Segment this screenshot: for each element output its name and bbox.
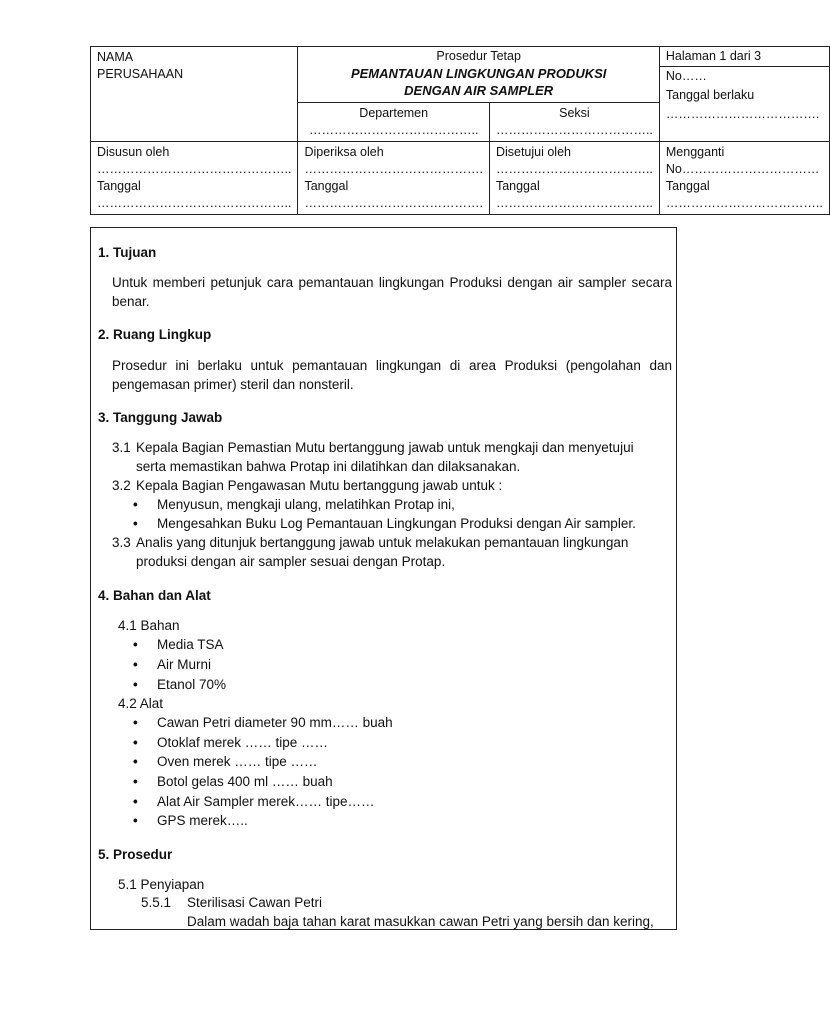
- checked-by-cell: [298, 142, 489, 215]
- bullet-item: [133, 752, 318, 771]
- checked-by-label: Diperiksa oleh: [304, 145, 384, 159]
- section-cell: [489, 103, 659, 142]
- doc-title-line-2: DENGAN AIR SAMPLER: [404, 83, 554, 98]
- document-body: [90, 227, 677, 930]
- subsection-4-2: 4.2 Alat: [118, 696, 164, 711]
- bullet-item: [133, 792, 375, 811]
- bullet-icon: •: [133, 637, 138, 652]
- bullet-text: Botol gelas 400 ml …… buah: [157, 774, 333, 789]
- item-text: Kepala Bagian Pengawasan Mutu bertanggung jawab untuk :: [136, 478, 503, 493]
- subsection-5-1: 5.1 Penyiapan: [118, 877, 205, 892]
- item-text: Analis yang ditunjuk bertanggung jawab untuk melakukan pemantauan lingkungan: [136, 535, 629, 550]
- bullet-text: Menyusun, mengkaji ulang, melatihkan Protap ini,: [157, 497, 455, 512]
- bullet-text: Oven merek …… tipe ……: [157, 754, 318, 769]
- item-number: 3.2: [112, 478, 131, 493]
- bullet-icon: •: [133, 516, 138, 531]
- prepared-date-label: Tanggal: [97, 179, 141, 193]
- bullet-text: Cawan Petri diameter 90 mm…… buah: [157, 715, 393, 730]
- effective-date-label: Tanggal berlaku: [665, 88, 755, 102]
- item-text: Kepala Bagian Pemastian Mutu bertanggung jawab untuk mengkaji dan menyetujui: [136, 440, 634, 455]
- checked-by-dots: …………………………………….: [304, 162, 483, 176]
- bullet-icon: •: [133, 774, 138, 789]
- approved-by-cell: [489, 142, 659, 215]
- replaces-date-label: Tanggal: [665, 179, 710, 193]
- bullet-item: [133, 772, 333, 791]
- replaces-no: No……………………………: [665, 162, 820, 176]
- bullet-text: Air Murni: [157, 657, 212, 672]
- replaces-date-dots: ………………………………..: [665, 196, 823, 210]
- replaces-cell: [659, 142, 829, 215]
- page-info-cell: [659, 47, 829, 142]
- bullet-icon: •: [133, 735, 138, 750]
- bullet-text: Media TSA: [157, 637, 224, 652]
- effective-date-dots: ……………………………….: [665, 107, 820, 121]
- bullet-icon: •: [133, 754, 138, 769]
- bullet-item: [133, 514, 636, 533]
- approved-date-label: Tanggal: [495, 179, 540, 193]
- bullet-text: Otoklaf merek …… tipe ……: [157, 735, 329, 750]
- doc-type: Prosedur Tetap: [436, 49, 521, 63]
- subsection-5-5-1: [141, 893, 322, 912]
- doc-number: No……: [665, 69, 707, 83]
- bullet-item: [133, 635, 224, 654]
- subsection-title: Sterilisasi Cawan Petri: [187, 895, 323, 910]
- bullet-icon: •: [133, 813, 138, 828]
- department-label: Departemen: [359, 106, 429, 120]
- section-2-text: Prosedur ini berlaku untuk pemantauan lingkungan di area Produksi (pengolahan dan pengemasan primer) steril dan nonsteril.: [112, 358, 672, 392]
- bullet-text: Alat Air Sampler merek…… tipe……: [157, 794, 375, 809]
- section-3-heading: 3. Tanggung Jawab: [98, 410, 223, 425]
- list-item-3-3: [112, 533, 672, 571]
- bullet-item: [133, 713, 393, 732]
- item-text-continued: produksi dengan air sampler sesuai dengan Protap.: [136, 554, 446, 569]
- bullet-text: Mengesahkan Buku Log Pemantauan Lingkungan Produksi dengan Air sampler.: [157, 516, 636, 531]
- department-dots: …………………………………..: [308, 123, 479, 137]
- prepared-date-dots: ………………………………………..: [97, 196, 292, 210]
- company-line-1: NAMA: [97, 50, 134, 64]
- section-1-text: Untuk memberi petunjuk cara pemantauan lingkungan Produksi dengan air sampler secara benar.: [112, 275, 672, 309]
- bullet-item: [133, 495, 455, 514]
- section-label: Seksi: [559, 106, 590, 120]
- prepared-by-cell: [91, 142, 298, 215]
- approved-date-dots: ………………………………..: [495, 196, 653, 210]
- department-cell: [298, 103, 489, 142]
- prepared-by-label: Disusun oleh: [97, 145, 170, 159]
- section-5-heading: 5. Prosedur: [98, 847, 173, 862]
- bullet-text: GPS merek…..: [157, 813, 248, 828]
- prepared-by-dots: ………………………………………..: [97, 162, 292, 176]
- replaces-label: Mengganti: [665, 145, 725, 159]
- bullet-item: [133, 733, 328, 752]
- approved-by-dots: ………………………………..: [495, 162, 653, 176]
- bullet-icon: •: [133, 715, 138, 730]
- document-header-table: [90, 46, 830, 215]
- bullet-icon: •: [133, 794, 138, 809]
- item-number: 3.1: [112, 440, 131, 455]
- checked-date-dots: …………………………………….: [304, 196, 483, 210]
- bullet-item: [133, 655, 211, 674]
- list-item-3-2: [112, 476, 672, 495]
- bullet-icon: •: [133, 657, 138, 672]
- company-name-cell: [91, 47, 298, 142]
- checked-date-label: Tanggal: [304, 179, 349, 193]
- bullet-icon: •: [133, 497, 138, 512]
- doc-title-line-1: PEMANTAUAN LINGKUNGAN PRODUKSI: [350, 66, 607, 81]
- subsection-number: 5.5.1: [141, 895, 172, 910]
- bullet-item: [133, 811, 248, 830]
- title-cell: [298, 47, 659, 103]
- section-1-heading: 1. Tujuan: [98, 245, 157, 260]
- section-dots: ………………………………..: [495, 123, 653, 137]
- item-number: 3.3: [112, 535, 131, 550]
- item-text-continued: serta memastikan bahwa Protap ini dilatihkan dan dilaksanakan.: [136, 459, 521, 474]
- approved-by-label: Disetujui oleh: [495, 145, 571, 159]
- bullet-text: Etanol 70%: [157, 677, 227, 692]
- subsection-5-5-1-text: Dalam wadah baja tahan karat masukkan cawan Petri yang bersih dan kering,: [187, 914, 654, 929]
- bullet-item: [133, 675, 226, 694]
- bullet-icon: •: [133, 677, 138, 692]
- company-line-2: PERUSAHAAN: [97, 67, 184, 81]
- page-info: Halaman 1 dari 3: [660, 47, 829, 67]
- list-item-3-1: [112, 438, 672, 476]
- section-4-heading: 4. Bahan dan Alat: [98, 588, 211, 603]
- subsection-4-1: 4.1 Bahan: [118, 618, 180, 633]
- section-2-heading: 2. Ruang Lingkup: [98, 327, 212, 342]
